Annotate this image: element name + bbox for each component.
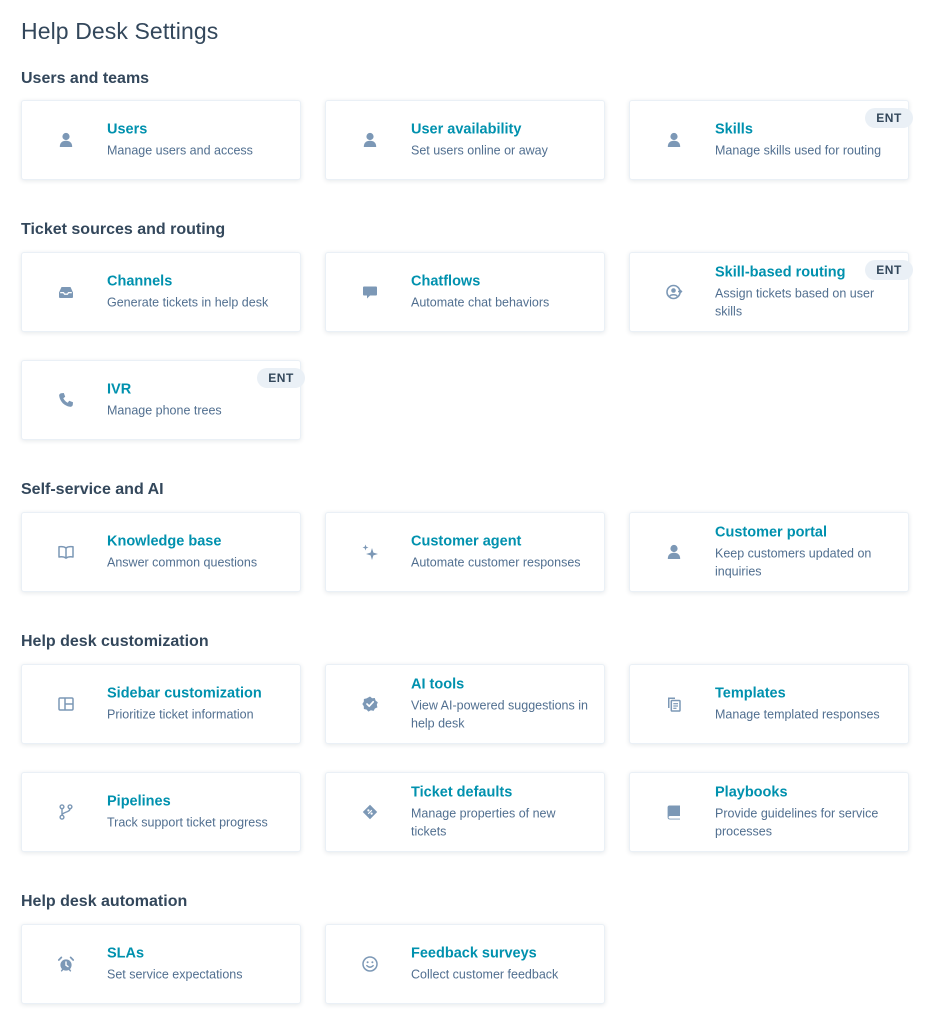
alarm-clock-icon <box>57 955 75 973</box>
card-title: Ticket defaults <box>411 784 513 801</box>
card-title: User availability <box>411 121 522 138</box>
user-icon <box>57 131 75 149</box>
card-slas[interactable] <box>21 924 301 1004</box>
playbook-icon <box>665 803 683 821</box>
templates-icon <box>665 695 683 713</box>
card-templates[interactable] <box>629 664 909 744</box>
enterprise-badge: ENT <box>257 368 305 388</box>
card-title: Knowledge base <box>107 533 222 550</box>
user-icon <box>665 131 683 149</box>
section-title-users-and-teams: Users and teams <box>21 70 150 87</box>
user-routing-icon <box>665 283 683 301</box>
ticket-icon <box>361 803 379 821</box>
pipeline-icon <box>57 803 75 821</box>
card-sidebar-customization[interactable] <box>21 664 301 744</box>
section-title-help-desk-customization: Help desk customization <box>21 633 209 650</box>
card-title: Pipelines <box>107 793 171 810</box>
card-description: Answer common questions <box>107 555 258 570</box>
card-title: Customer portal <box>715 524 827 541</box>
card-title: Chatflows <box>411 273 481 290</box>
enterprise-badge: ENT <box>865 108 913 128</box>
sidebar-icon <box>57 695 75 713</box>
card-customer-portal[interactable] <box>629 512 909 592</box>
card-description: Manage templated responses <box>715 707 880 722</box>
card-description: Provide guidelines for service processes <box>715 806 879 839</box>
card-description: Track support ticket progress <box>107 815 268 830</box>
card-description: Keep customers updated on inquiries <box>715 546 872 579</box>
card-ticket-defaults[interactable] <box>325 772 605 852</box>
card-description: View AI-powered suggestions in help desk <box>411 698 588 731</box>
card-users[interactable] <box>21 100 301 180</box>
card-title: Skill-based routing <box>715 264 846 281</box>
card-description: Manage properties of new tickets <box>411 806 556 839</box>
phone-icon <box>57 391 75 409</box>
card-description: Prioritize ticket information <box>107 707 254 722</box>
section-title-help-desk-automation: Help desk automation <box>21 893 188 910</box>
card-title: Skills <box>715 121 753 138</box>
card-title: Channels <box>107 273 173 290</box>
card-title: Users <box>107 121 148 138</box>
card-title: Feedback surveys <box>411 945 537 962</box>
sparkle-icon <box>361 543 379 561</box>
card-description: Manage skills used for routing <box>715 143 882 158</box>
inbox-icon <box>57 283 75 301</box>
section-title-ticket-sources-and-routing: Ticket sources and routing <box>21 221 226 238</box>
page-title: Help Desk Settings <box>21 18 219 44</box>
card-title: Templates <box>715 685 786 702</box>
enterprise-badge: ENT <box>865 260 913 280</box>
card-skill-based-routing[interactable] <box>629 252 909 332</box>
card-skills[interactable] <box>629 100 909 180</box>
card-feedback-surveys[interactable] <box>325 924 605 1004</box>
book-icon <box>57 543 75 561</box>
verified-icon <box>361 695 379 713</box>
user-icon <box>361 131 379 149</box>
card-description: Assign tickets based on user skills <box>715 286 875 319</box>
card-description: Collect customer feedback <box>411 967 559 982</box>
card-knowledge-base[interactable] <box>21 512 301 592</box>
card-description: Generate tickets in help desk <box>107 295 269 310</box>
card-description: Automate chat behaviors <box>411 295 550 310</box>
card-ai-tools[interactable] <box>325 664 605 744</box>
card-title: Customer agent <box>411 533 522 550</box>
card-ivr[interactable] <box>21 360 301 440</box>
chat-icon <box>361 283 379 301</box>
card-channels[interactable] <box>21 252 301 332</box>
card-description: Set users online or away <box>411 143 548 158</box>
card-description: Automate customer responses <box>411 555 581 570</box>
card-description: Manage users and access <box>107 143 253 158</box>
card-pipelines[interactable] <box>21 772 301 852</box>
section-title-self-service-and-ai: Self-service and AI <box>21 481 164 498</box>
card-chatflows[interactable] <box>325 252 605 332</box>
card-title: Sidebar customization <box>107 685 262 702</box>
card-title: AI tools <box>411 676 465 693</box>
card-description: Manage phone trees <box>107 403 222 418</box>
user-icon <box>665 543 683 561</box>
card-title: IVR <box>107 381 132 398</box>
card-playbooks[interactable] <box>629 772 909 852</box>
card-title: SLAs <box>107 945 145 962</box>
smiley-icon <box>361 955 379 973</box>
card-description: Set service expectations <box>107 967 243 982</box>
card-customer-agent[interactable] <box>325 512 605 592</box>
card-title: Playbooks <box>715 784 788 801</box>
card-user-availability[interactable] <box>325 100 605 180</box>
